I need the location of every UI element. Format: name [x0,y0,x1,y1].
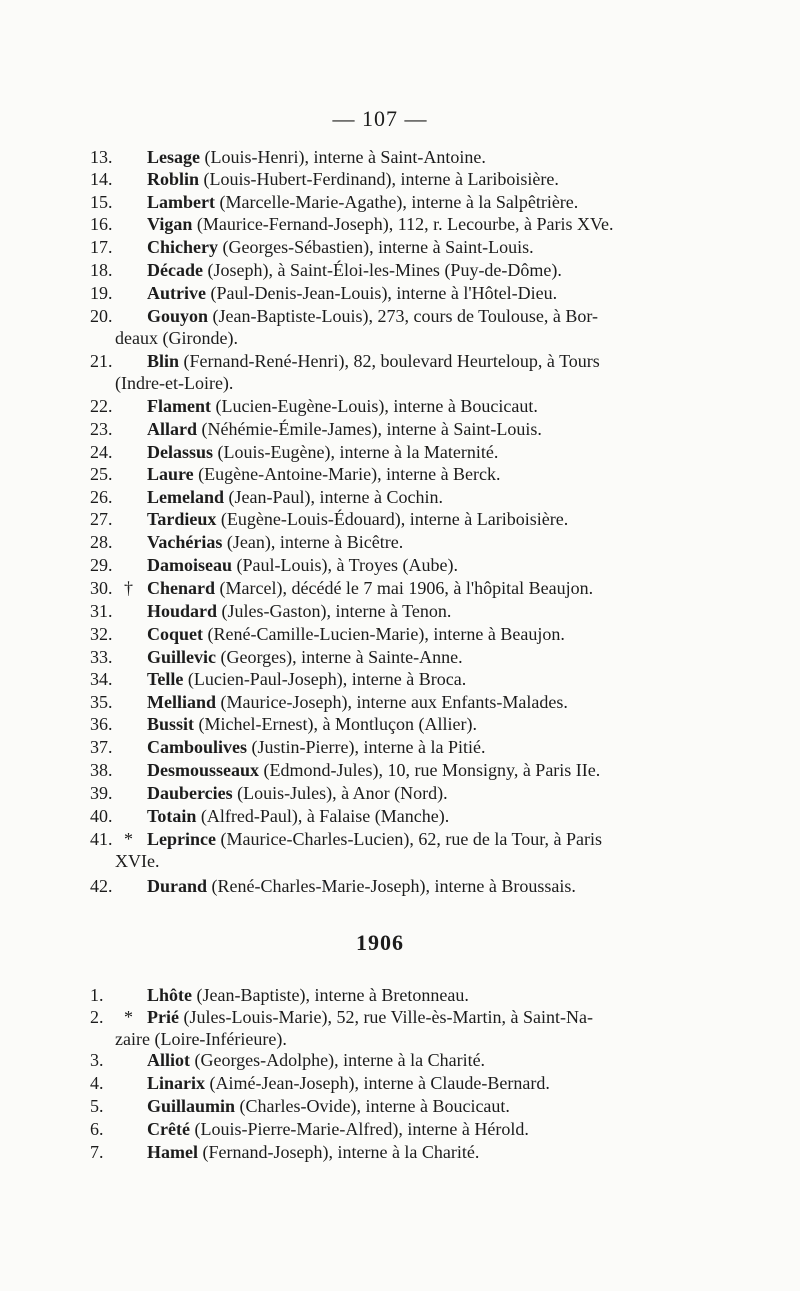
entry-text [147,237,534,257]
entry-number: 17. [90,237,113,257]
entry-text [147,260,562,280]
entry-surname: Flament [147,396,211,416]
list-item [90,646,710,668]
list-item [90,984,710,1006]
entry-number: 18. [90,260,113,280]
entry-continuation: XVIe. [115,851,160,871]
entry-text [147,783,448,803]
entry-number: 32. [90,624,113,644]
entry-number: 7. [90,1142,104,1162]
entry-details: (Georges-Sébastien), interne à Saint-Louis. [218,237,534,257]
entry-surname: Tardieux [147,509,217,529]
entry-surname: Crêté [147,1119,190,1139]
entry-text [147,578,593,598]
entry-text [147,692,568,712]
entry-details: (Fernand-René-Henri), 82, boulevard Heurteloup, à Tours [179,351,600,371]
entry-text [147,464,501,484]
entry-number: 25. [90,464,113,484]
entry-text [147,147,486,167]
list-item [90,463,710,485]
entry-surname: Lhôte [147,985,192,1005]
entry-number: 26. [90,487,113,507]
entry-text [147,555,458,575]
entry-number: 41. [90,829,113,849]
entry-number: 6. [90,1119,104,1139]
entry-number: 22. [90,396,113,416]
entry-surname: Lemeland [147,487,225,507]
entry-surname: Bussit [147,714,195,734]
list-item [90,418,710,440]
entry-details: (Lucien-Eugène-Louis), interne à Boucicaut. [210,396,538,416]
entry-mark: * [124,1007,133,1027]
entry-details: (René-Camille-Lucien-Marie), interne à Beaujon. [203,624,565,644]
entry-text [90,351,710,394]
entry-text [147,1142,479,1162]
entry-text [147,169,559,189]
list-item [90,600,710,622]
entry-text [147,419,542,439]
entry-details: (Louis-Pierre-Marie-Alfred), interne à Hérold. [189,1119,529,1139]
list-item [90,531,710,553]
entry-text [147,1119,529,1139]
entry-surname: Prié [147,1007,179,1027]
list-item [90,1095,710,1117]
list-item [90,282,710,304]
entry-text [147,669,466,689]
list-item [90,486,710,508]
entry-text [147,487,443,507]
entry-number: 34. [90,669,113,689]
entry-details: (Joseph), à Saint-Éloi-les-Mines (Puy-de-Dôme). [202,260,562,280]
entry-details: (Maurice-Fernand-Joseph), 112, r. Lecourbe, à Paris XVe. [192,214,614,234]
entry-details: (Eugène-Louis-Édouard), interne à Lariboisière. [216,509,569,529]
entry-number: 13. [90,147,113,167]
list-item [90,759,710,781]
entry-surname: Guillaumin [147,1096,236,1116]
entry-surname: Lambert [147,192,215,212]
entry-number: 28. [90,532,113,552]
entry-continuation: deaux (Gironde). [115,328,238,348]
list-item [90,691,710,713]
entry-surname: Telle [147,669,184,689]
entry-details: (Louis-Hubert-Ferdinand), interne à Lariboisière. [199,169,559,189]
entry-surname: Allard [147,419,198,439]
entry-details: (Paul-Denis-Jean-Louis), interne à l'Hôtel-Dieu. [205,283,558,303]
list-item [90,191,710,213]
entry-surname: Chenard [147,578,216,598]
entry-details: (Jean), interne à Bicêtre. [222,532,404,552]
entry-details: (Jean-Baptiste), interne à Bretonneau. [192,985,469,1005]
entry-number: 30. [90,578,113,598]
list-item [90,782,710,804]
entry-number: 42. [90,876,113,896]
entry-number: 31. [90,601,113,621]
entry-number: 36. [90,714,113,734]
entry-continuation: (Indre-et-Loire). [115,373,234,393]
entry-text [147,624,565,644]
entry-details: (Michel-Ernest), à Montluçon (Allier). [194,714,477,734]
entry-details: (Paul-Louis), à Troyes (Aube). [232,555,458,575]
entry-continuation: zaire (Loire-Inférieure). [115,1029,287,1049]
entry-surname: Vachérias [147,532,223,552]
entry-surname: Chichery [147,237,218,257]
entry-surname: Melliand [147,692,217,712]
entry-surname: Autrive [147,283,206,303]
entry-surname: Durand [147,876,208,896]
entry-text [147,283,557,303]
list-item [90,146,710,168]
entry-mark: † [124,578,133,598]
entry-surname: Gouyon [147,306,209,326]
entry-text [147,192,578,212]
list-item [90,1049,710,1071]
entry-text [147,760,600,780]
entry-surname: Totain [147,806,197,826]
list-item [90,259,710,281]
entry-details: (René-Charles-Marie-Joseph), interne à Broussais. [207,876,576,896]
entry-surname: Leprince [147,829,216,849]
entry-surname: Delassus [147,442,214,462]
entry-number: 20. [90,306,113,326]
entry-surname: Damoiseau [147,555,232,575]
entry-details: (Jules-Gaston), interne à Tenon. [217,601,452,621]
entry-number: 38. [90,760,113,780]
entry-details: (Georges-Adolphe), interne à la Charité. [190,1050,486,1070]
entry-surname: Décade [147,260,203,280]
entry-details: (Maurice-Charles-Lucien), 62, rue de la Tour, à Paris [216,829,603,849]
entry-number: 33. [90,647,113,667]
list-item [90,1141,710,1163]
entry-surname: Vigan [147,214,193,234]
entry-text [147,1096,510,1116]
entry-details: (Maurice-Joseph), interne aux Enfants-Malades. [216,692,568,712]
entry-details: (Edmond-Jules), 10, rue Monsigny, à Paris IIe. [259,760,601,780]
entry-surname: Lesage [147,147,200,167]
entry-surname: Houdard [147,601,218,621]
entry-text [147,1050,485,1070]
entry-number: 27. [90,509,113,529]
page-number: — 107 — [332,106,428,131]
list-item [90,805,710,827]
entry-details: (Jean-Paul), interne à Cochin. [224,487,443,507]
entry-number: 4. [90,1073,104,1093]
entry-details: (Néhémie-Émile-James), interne à Saint-Louis. [197,419,542,439]
entry-text [147,601,451,621]
entry-text [147,647,463,667]
entry-details: (Louis-Jules), à Anor (Nord). [232,783,448,803]
entry-surname: Alliot [147,1050,190,1070]
entry-details: (Lucien-Paul-Joseph), interne à Broca. [183,669,467,689]
entry-text [90,829,710,872]
list-item [90,577,710,599]
entry-surname: Daubercies [147,783,233,803]
year-heading: 1906 [356,930,404,955]
entry-mark: * [124,829,133,849]
entry-text [147,876,576,896]
list-item [90,395,710,417]
list-item [90,623,710,645]
entry-number: 1. [90,985,104,1005]
list-item [90,213,710,235]
list-item [90,441,710,463]
entry-surname: Roblin [147,169,200,189]
entry-details: (Justin-Pierre), interne à la Pitié. [247,737,486,757]
entry-surname: Camboulives [147,737,248,757]
entry-details: (Charles-Ovide), interne à Boucicaut. [235,1096,510,1116]
list-item [90,1006,710,1050]
list-item [90,508,710,530]
entry-details: (Jules-Louis-Marie), 52, rue Ville-ès-Martin, à Saint-Na- [178,1007,593,1027]
entry-text [147,396,538,416]
entry-number: 5. [90,1096,104,1116]
entry-text [147,737,485,757]
list-item [90,350,710,394]
entry-number: 37. [90,737,113,757]
entry-surname: Hamel [147,1142,198,1162]
entry-details: (Louis-Eugène), interne à la Maternité. [213,442,499,462]
entry-number: 24. [90,442,113,462]
entry-number: 40. [90,806,113,826]
entry-details: (Eugène-Antoine-Marie), interne à Berck. [193,464,501,484]
list-item [90,713,710,735]
entry-text [147,714,477,734]
list-item [90,236,710,258]
entry-number: 39. [90,783,113,803]
entry-text [147,1073,550,1093]
entry-details: (Alfred-Paul), à Falaise (Manche). [196,806,450,826]
list-item [90,168,710,190]
entry-text [147,509,568,529]
list-item [90,736,710,758]
entry-details: (Georges), interne à Sainte-Anne. [216,647,463,667]
entry-surname: Linarix [147,1073,206,1093]
entry-text [147,442,498,462]
entry-number: 29. [90,555,113,575]
entry-text [147,214,614,234]
entry-number: 23. [90,419,113,439]
entry-number: 19. [90,283,113,303]
list-item [90,828,710,872]
list-item [90,668,710,690]
list-item [90,1118,710,1140]
entry-details: (Jean-Baptiste-Louis), 273, cours de Toulouse, à Bor- [208,306,598,326]
list-item [90,554,710,576]
entry-number: 21. [90,351,113,371]
entry-surname: Laure [147,464,194,484]
entry-number: 3. [90,1050,104,1070]
list-item [90,875,710,897]
entry-surname: Desmousseaux [147,760,260,780]
entry-text [90,306,710,349]
entry-text [147,806,449,826]
entry-number: 16. [90,214,113,234]
entry-text [147,532,403,552]
entry-surname: Blin [147,351,180,371]
entry-details: (Marcel), décédé le 7 mai 1906, à l'hôpital Beaujon. [215,578,594,598]
list-item [90,1072,710,1094]
entry-details: (Louis-Henri), interne à Saint-Antoine. [200,147,486,167]
entry-text [147,985,469,1005]
entry-text [90,1007,710,1050]
list-item [90,305,710,349]
entry-number: 2. [90,1007,104,1027]
entry-details: (Fernand-Joseph), interne à la Charité. [198,1142,480,1162]
entry-number: 14. [90,169,113,189]
entry-surname: Guillevic [147,647,216,667]
entry-details: (Marcelle-Marie-Agathe), interne à la Salpêtrière. [214,192,579,212]
entry-surname: Coquet [147,624,204,644]
entry-details: (Aimé-Jean-Joseph), interne à Claude-Bernard. [205,1073,550,1093]
entry-number: 35. [90,692,113,712]
entry-number: 15. [90,192,113,212]
